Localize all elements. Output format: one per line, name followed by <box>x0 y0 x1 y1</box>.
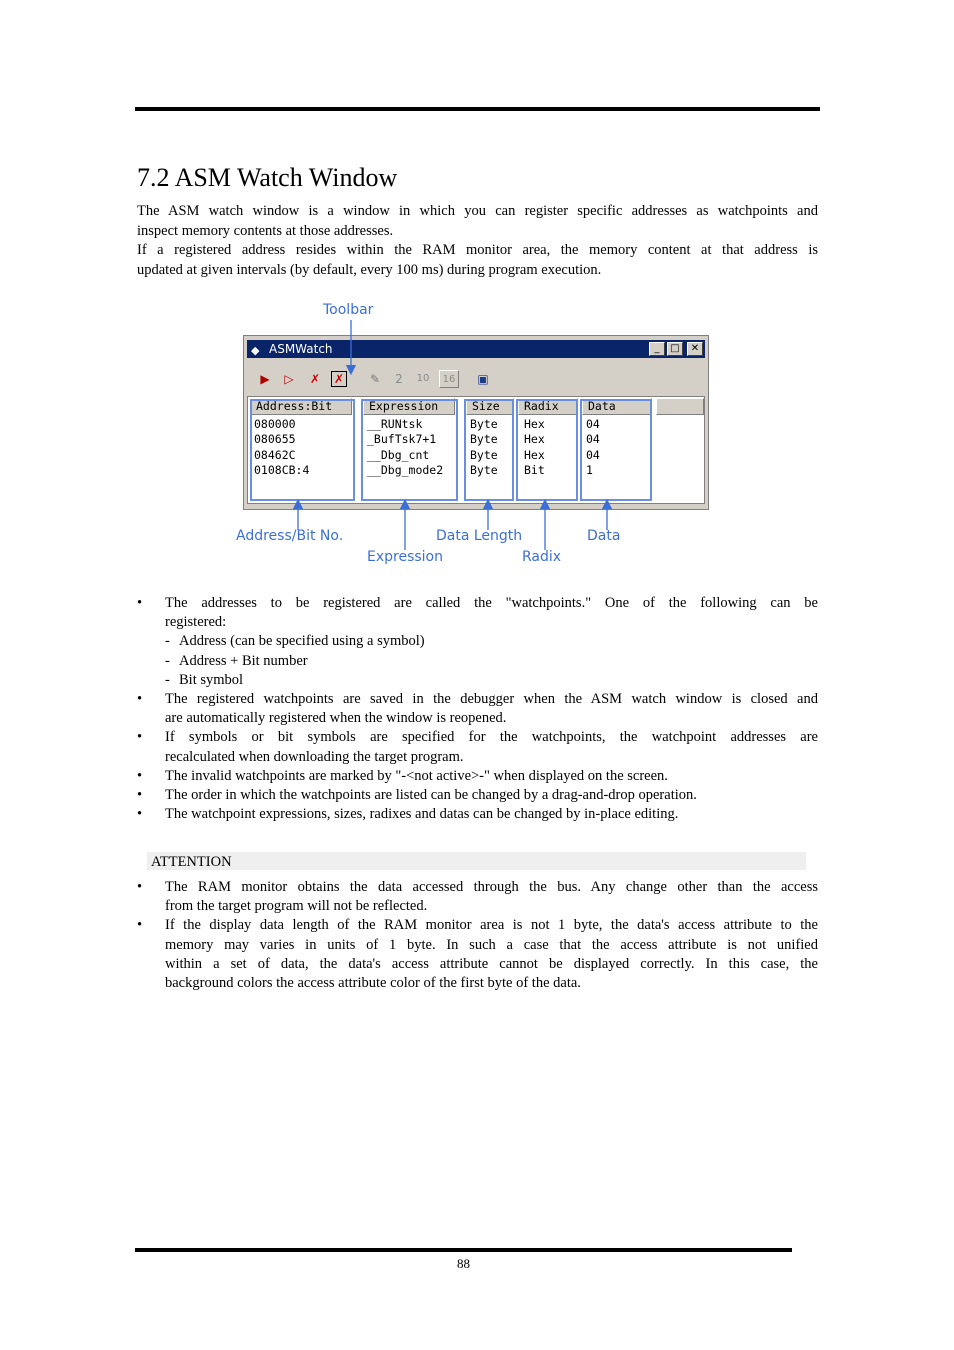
edit-icon[interactable]: ✎ <box>369 372 381 386</box>
intro-line: If a registered address resides within the RAM monitor area, the memory content at that address is <box>137 242 818 258</box>
sub-item: - Address (can be specified using a symbol) <box>165 633 425 650</box>
data-callout: Data <box>587 528 621 544</box>
sub-item: - Bit symbol <box>165 671 244 688</box>
list-item: • The invalid watchpoints are marked by "-<not active>-" when displayed on the screen. <box>137 767 818 786</box>
column-header-size[interactable]: Size <box>466 398 514 415</box>
asmwatch-window <box>243 335 709 510</box>
window-toolbar <box>247 366 705 392</box>
radix-16-icon[interactable]: 16 <box>439 370 459 388</box>
section-title: 7.2 ASM Watch Window <box>137 163 398 192</box>
radix-10-icon[interactable]: 10 <box>416 373 430 384</box>
watch-grid <box>247 396 705 504</box>
radix-2-icon[interactable]: 2 <box>395 372 403 386</box>
data-cell[interactable]: 04 <box>586 447 600 462</box>
address-cell[interactable]: 080655 <box>254 432 296 447</box>
close-button[interactable]: ✕ <box>687 342 703 356</box>
column-header-data[interactable]: Data <box>582 398 652 415</box>
column-header-empty <box>656 398 704 415</box>
data-cell[interactable]: 1 <box>586 462 593 477</box>
maximize-button[interactable]: □ <box>667 342 683 356</box>
list-item: • If symbols or bit symbols are specified for the watchpoints, the watchpoint addresses are recalculated when downloading the target program. <box>137 728 818 766</box>
list-item: • The addresses to be registered are called the "watchpoints." One of the following can be registered: - Address (can be specified using a symbol) - Address + Bit number - Bit symbol <box>137 594 818 690</box>
list-item: • The watchpoint expressions, sizes, radixes and datas can be changed by in-place editing. <box>137 805 818 824</box>
address-cell[interactable]: 0108CB:4 <box>254 462 310 477</box>
radix-cell[interactable]: Hex <box>524 432 545 447</box>
radix-cell[interactable]: Hex <box>524 417 545 431</box>
minimize-button[interactable]: _ <box>649 342 665 356</box>
data-cell[interactable]: 04 <box>586 432 600 447</box>
column-header-address[interactable]: Address:Bit <box>250 398 352 415</box>
expression-cell[interactable]: _BufTsk7+1 <box>367 432 437 447</box>
attention-bar <box>147 852 806 870</box>
header-rule <box>135 107 820 111</box>
list-item: • The order in which the watchpoints are listed can be changed by a drag-and-drop operation. <box>137 786 818 805</box>
intro-line: updated at given intervals (by default, every 100 ms) during program execution. <box>137 261 602 278</box>
app-icon: ◆ <box>251 344 260 357</box>
address-cell[interactable]: 080000 <box>254 417 296 431</box>
delete-all-icon[interactable]: ✗ <box>331 371 347 387</box>
window-titlebar <box>247 340 705 358</box>
size-cell[interactable]: Byte <box>470 417 498 431</box>
expression-cell[interactable]: __RUNtsk <box>367 417 423 431</box>
data-cell[interactable]: 04 <box>586 417 600 431</box>
expression-cell[interactable]: __Dbg_cnt <box>367 447 430 462</box>
radix-cell[interactable]: Hex <box>524 447 545 462</box>
address-bit-callout: Address/Bit No. <box>236 528 344 544</box>
list-item: • The RAM monitor obtains the data accessed through the bus. Any change other than the access from the target program will not be reflected. <box>137 878 818 916</box>
radix-callout: Radix <box>522 549 562 565</box>
refresh-icon[interactable]: ▣ <box>477 372 489 386</box>
window-title: ASMWatch <box>269 342 333 356</box>
column-header-radix[interactable]: Radix <box>518 398 578 415</box>
data-length-callout: Data Length <box>436 528 523 544</box>
toolbar-callout: Toolbar <box>323 302 374 318</box>
delete-icon[interactable]: ✗ <box>309 372 321 386</box>
add-watch-icon[interactable]: ▶ <box>260 372 270 386</box>
footer-rule <box>135 1248 792 1252</box>
intro-line: The ASM watch window is a window in which you can register specific addresses as watchpoints and <box>137 203 818 219</box>
size-cell[interactable]: Byte <box>470 432 498 447</box>
expression-cell[interactable]: __Dbg_mode2 <box>367 462 444 477</box>
size-cell[interactable]: Byte <box>470 447 498 462</box>
list-item: • If the display data length of the RAM monitor area is not 1 byte, the data's access attribute to the memory may varies in units of 1 byte. In such a case that the access attribute is not unified within a set of data, the data's access attribute cannot be displayed correctly. In this case, the background colors the access attribute color of the first byte of the data. <box>137 916 818 993</box>
address-cell[interactable]: 08462C <box>254 447 296 462</box>
attention-heading: ATTENTION <box>151 854 232 870</box>
expression-callout: Expression <box>367 549 443 565</box>
feature-list <box>137 594 818 824</box>
size-cell[interactable]: Byte <box>470 462 498 477</box>
column-header-expression[interactable]: Expression <box>363 398 455 415</box>
intro-line: inspect memory contents at those addresses. <box>137 222 394 239</box>
add-bit-watch-icon[interactable]: ▷ <box>284 372 294 386</box>
sub-item: - Address + Bit number <box>165 652 308 669</box>
page-number: 88 <box>457 1256 470 1271</box>
intro-paragraph <box>137 202 818 280</box>
attention-list <box>137 878 818 993</box>
list-item: • The registered watchpoints are saved in the debugger when the ASM watch window is closed and are automatically registered when the window is reopened. <box>137 690 818 728</box>
radix-cell[interactable]: Bit <box>524 462 545 477</box>
